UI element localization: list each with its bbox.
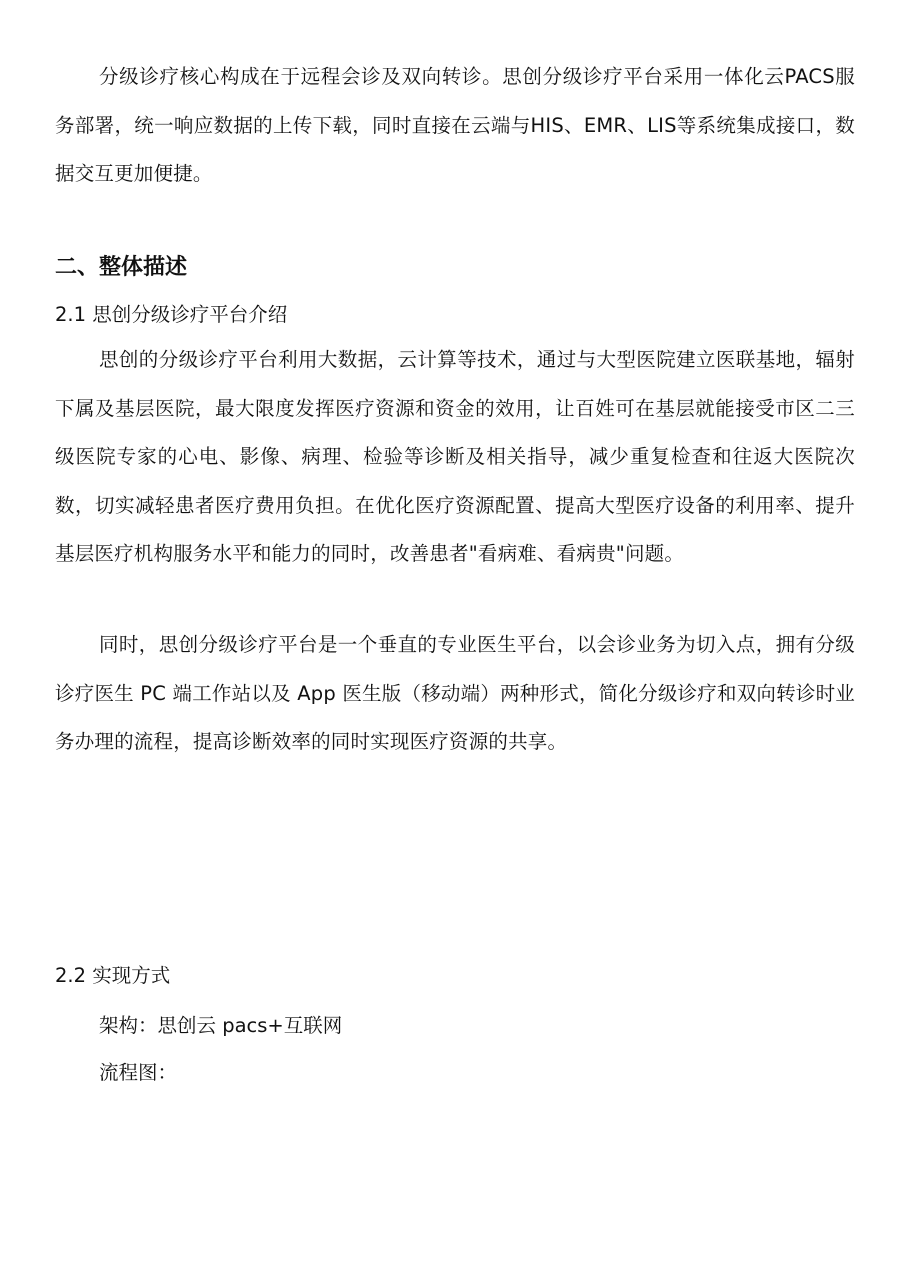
subheading-2-2: 2.2 实现方式: [55, 964, 171, 987]
platform-intro-paragraph: 思创的分级诊疗平台利用大数据，云计算等技术，通过与大型医院建立医联基地，辐射下属及基层医院，最大限度发挥医疗资源和资金的效用，让百姓可在基层就能接受市区二三级医院专家的心电、影像、病理、检验等诊断及相关指导，减少重复检查和往返大医院次数，切实减轻患者医疗费用负担。在优化医疗资源配置、提高大型医疗设备的利用率、提升基层医疗机构服务水平和能力的同时，改善患者"看病难、看病贵"问题。: [55, 348, 855, 565]
platform-detail-paragraph: 同时，思创分级诊疗平台是一个垂直的专业医生平台，以会诊业务为切入点，拥有分级诊疗医生 PC 端工作站以及 App 医生版（移动端）两种形式，简化分级诊疗和双向转诊时业务办理的流程，提高诊断效率的同时实现医疗资源的共享。: [55, 633, 855, 753]
architecture-line: 架构：思创云 pacs+互联网: [99, 1014, 343, 1037]
flowchart-label: 流程图：: [99, 1061, 178, 1084]
intro-paragraph: 分级诊疗核心构成在于远程会诊及双向转诊。思创分级诊疗平台采用一体化云PACS服务部署，统一响应数据的上传下载，同时直接在云端与HIS、EMR、LIS等系统集成接口，数据交互更加便捷。: [55, 65, 855, 185]
section-heading: 二、整体描述: [55, 255, 188, 280]
subheading-2-1: 2.1 思创分级诊疗平台介绍: [55, 303, 288, 326]
